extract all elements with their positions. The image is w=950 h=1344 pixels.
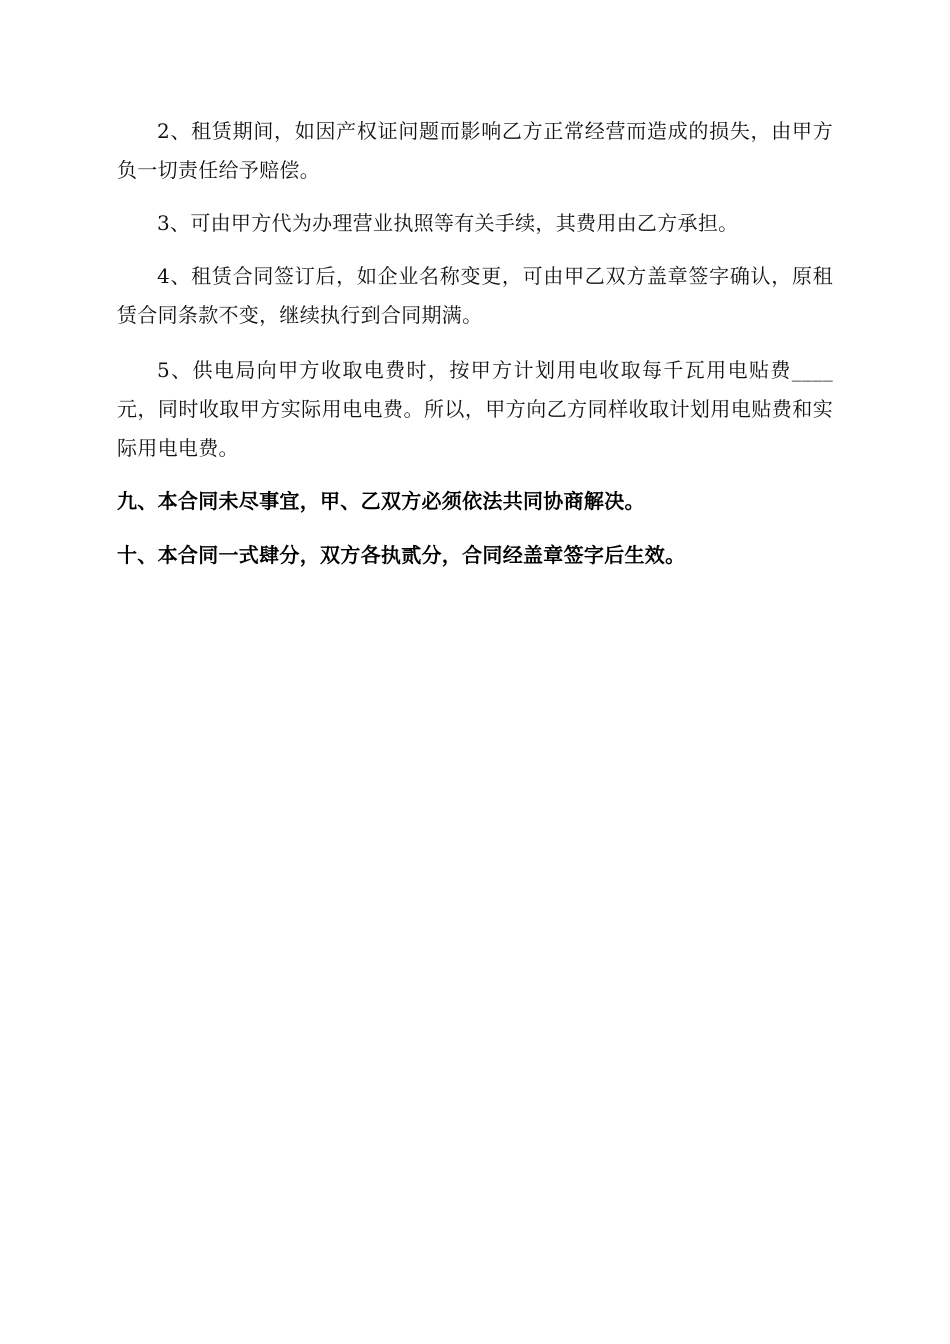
clause-3-paragraph: 3、可由甲方代为办理营业执照等有关手续，其费用由乙方承担。 — [157, 211, 739, 235]
clause-5-text-start: 5、供电局向甲方收取电费时，按甲方计划用电收取每千瓦用电贴费 — [157, 358, 792, 382]
clause-2-paragraph: 2、租赁期间，如因产权证问题而影响乙方正常经营而造成的损失，由甲方负一切责任给予赔偿。 — [117, 119, 833, 182]
clause-4-paragraph: 4、租赁合同签订后，如企业名称变更，可由甲乙双方盖章签字确认，原租赁合同条款不变，继续执行到合同期满。 — [117, 264, 833, 327]
article-10-heading: 十、本合同一式肆分，双方各执贰分，合同经盖章签字后生效。 — [117, 543, 686, 567]
article-9-heading: 九、本合同未尽事宜，甲、乙双方必须依法共同协商解决。 — [117, 489, 645, 513]
fill-in-blank: ____ — [791, 358, 833, 382]
document-body — [117, 112, 833, 590]
clause-5-paragraph — [117, 351, 833, 468]
clause-5-text-end: 元，同时收取甲方实际用电电费。所以，甲方向乙方同样收取计划用电贴费和实际用电电费。 — [117, 397, 833, 460]
